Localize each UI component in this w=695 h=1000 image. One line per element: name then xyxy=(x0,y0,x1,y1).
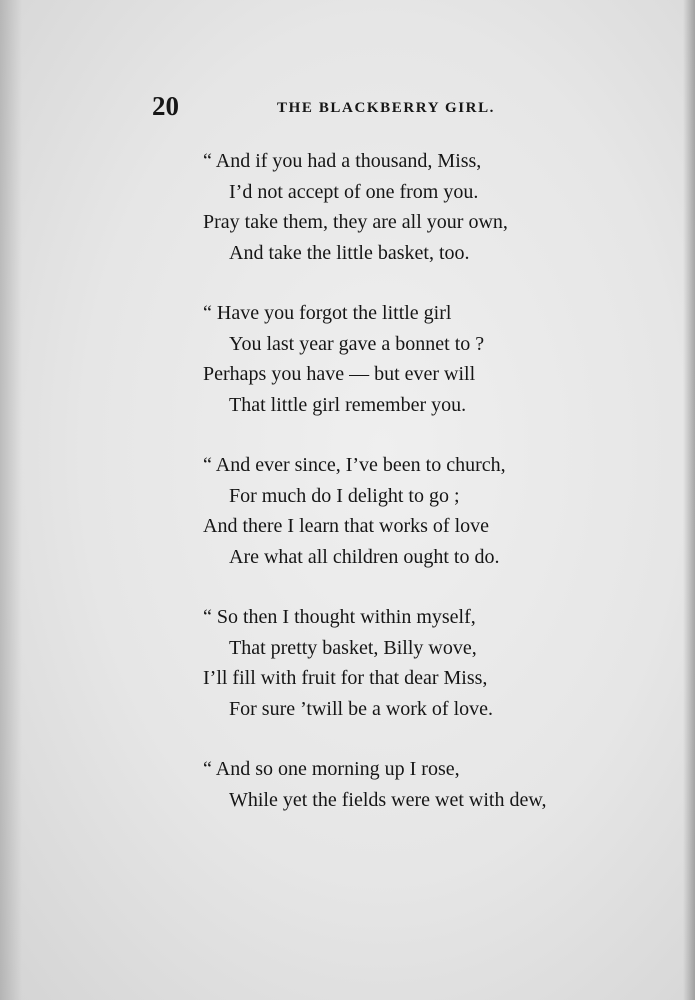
stanza-1 xyxy=(203,146,623,268)
poem-line: Perhaps you have — but ever will xyxy=(203,363,476,385)
stanza-3 xyxy=(203,450,623,572)
poem-line: “ Have you forgot the little girl xyxy=(203,302,452,324)
poem-line: And there I learn that works of love xyxy=(203,515,490,537)
poem-line: I’ll fill with fruit for that dear Miss, xyxy=(203,667,488,689)
poem-line: Are what all children ought to do. xyxy=(229,545,500,568)
poem-line: “ And ever since, I’ve been to church, xyxy=(203,454,506,476)
poem-line: “ And if you had a thousand, Miss, xyxy=(203,150,482,172)
poem-line: “ So then I thought within myself, xyxy=(203,606,476,628)
poem-line: For much do I delight to go ; xyxy=(229,484,460,507)
stanza-5 xyxy=(203,754,623,815)
page-edge-shadow xyxy=(683,0,695,1000)
page-gutter-shadow xyxy=(0,0,22,1000)
poem-line: Pray take them, they are all your own, xyxy=(203,211,508,233)
running-title: THE BLACKBERRY GIRL. xyxy=(277,100,496,116)
stanza-2 xyxy=(203,298,623,420)
stanza-4 xyxy=(203,602,623,724)
poem-line: That little girl remember you. xyxy=(229,393,467,416)
poem-line: While yet the fields were wet with dew, xyxy=(229,788,547,811)
poem-line: For sure ’twill be a work of love. xyxy=(229,697,494,720)
page-number: 20 xyxy=(152,91,179,121)
page-header xyxy=(0,88,695,124)
poem-line: You last year gave a bonnet to ? xyxy=(229,332,485,355)
poem-body xyxy=(203,146,623,845)
poem-line: And take the little basket, too. xyxy=(229,241,470,264)
poem-line: I’d not accept of one from you. xyxy=(229,180,479,203)
poem-line: That pretty basket, Billy wove, xyxy=(229,636,477,659)
poem-line: “ And so one morning up I rose, xyxy=(203,758,460,780)
